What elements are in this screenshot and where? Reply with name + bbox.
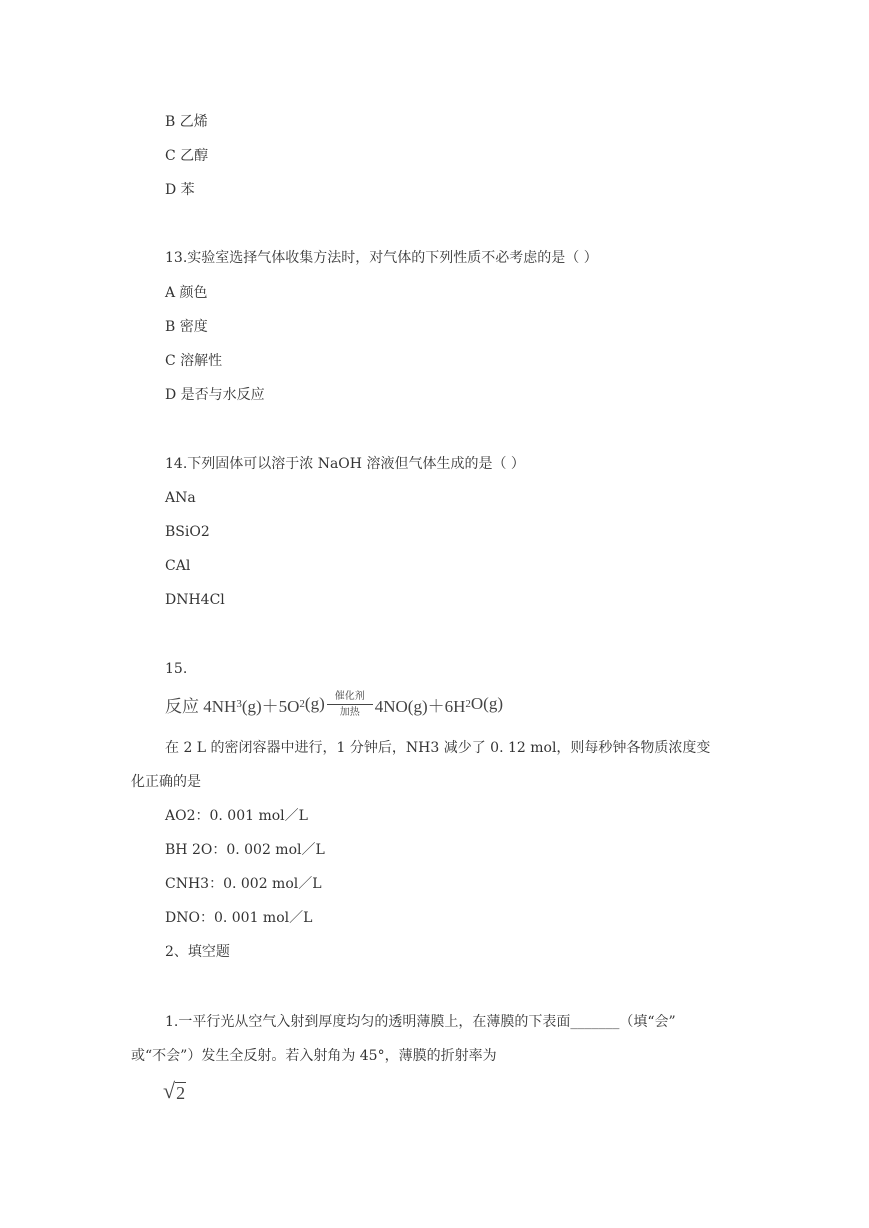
q14-option-b: BSiO2 — [165, 524, 210, 540]
q14-stem: 14.下列固体可以溶于浓 NaOH 溶液但气体生成的是（ ） — [165, 456, 525, 472]
heat-label: 加热 — [339, 706, 360, 718]
q15-text-line-2: 化正确的是 — [131, 774, 201, 790]
q15-option-a: AO2：0. 001 mol／L — [165, 808, 308, 824]
equation-sub-3: 2 — [465, 698, 471, 710]
catalyst-label: 催化剂 — [334, 690, 365, 702]
reaction-condition — [327, 691, 373, 718]
equation-part-4: 4NO(g)＋6H — [374, 696, 466, 716]
q15-text-line-1: 在 2 L 的密闭容器中进行，1 分钟后，NH3 减少了 0. 12 mol，则每秒钟各物质浓度变 — [165, 740, 711, 756]
q14-option-a: ANa — [165, 490, 196, 506]
equation-sub-1: 3 — [236, 698, 242, 710]
q15-option-b: BH 2O：0. 002 mol／L — [165, 842, 325, 858]
q14-option-c: CAl — [165, 558, 191, 574]
q13-stem: 13.实验室选择气体收集方法时，对气体的下列性质不必考虑的是（ ） — [165, 250, 598, 266]
q13-option-b: B 密度 — [165, 319, 208, 335]
q13-option-c: C 溶解性 — [165, 353, 223, 369]
reaction-equation — [165, 686, 503, 722]
q15-number: 15. — [165, 661, 188, 677]
radicand: 2 — [176, 1083, 186, 1103]
q15-option-c: CNH3：0. 002 mol／L — [165, 876, 322, 892]
section-2-title: 2、填空题 — [165, 944, 230, 960]
fill-question-1-line-1: 1.一平行光从空气入射到厚度均匀的透明薄膜上，在薄膜的下表面_______（填“会” — [165, 1014, 676, 1030]
q12-option-d: D 苯 — [165, 182, 195, 198]
q15-option-d: DNO：0. 001 mol／L — [165, 910, 313, 926]
equation-sub-2: 2 — [299, 698, 305, 710]
q12-option-c: C 乙醇 — [165, 148, 209, 164]
q12-option-b: B 乙烯 — [165, 114, 208, 130]
equation-part-5: O(g) — [470, 694, 504, 713]
reaction-bar — [327, 704, 373, 705]
q13-option-a: A 颜色 — [165, 285, 208, 301]
fill-question-1-line-2: 或“不会”）发生全反射。若入射角为 45°，薄膜的折射率为 — [131, 1048, 497, 1064]
equation-part-2: (g)＋5O — [241, 696, 300, 716]
q14-option-d: DNH4Cl — [165, 592, 225, 608]
equation-part-3: (g) — [304, 694, 325, 713]
radical-sign: √ — [163, 1078, 176, 1103]
equation-prefix: 反应 4NH — [165, 696, 237, 716]
q13-option-d: D 是否与水反应 — [165, 387, 265, 403]
sqrt-expression — [163, 1077, 186, 1103]
